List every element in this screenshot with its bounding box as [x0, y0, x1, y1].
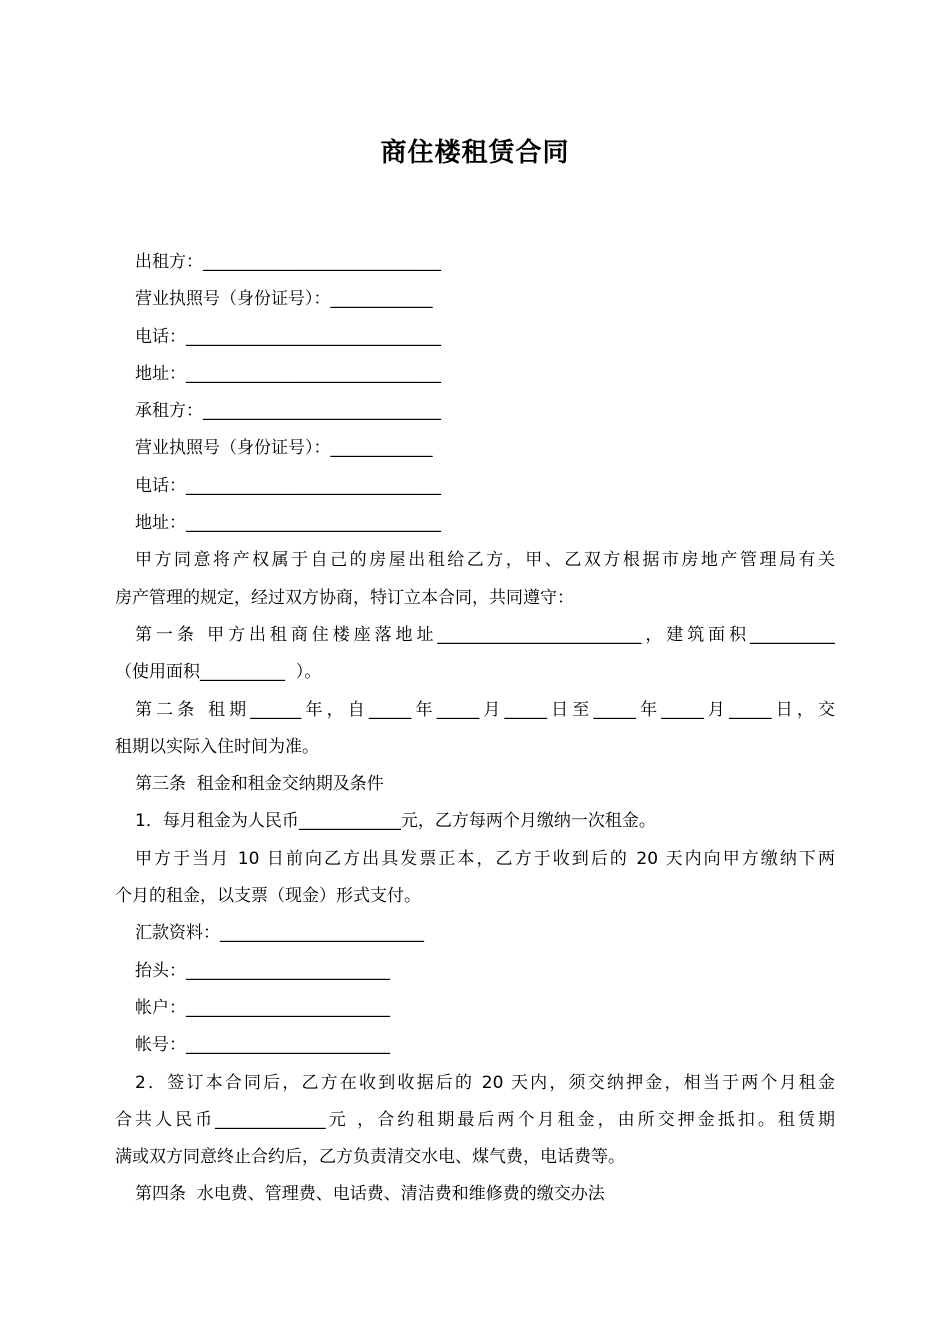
article-3-invoice-line-1: 甲方于当月 10 日前向乙方出具发票正本，乙方于收到后的 20 天内向甲方缴纳下两 — [135, 848, 835, 869]
article-3-item-1: 1．每月租金为人民币____________元，乙方每两个月缴纳一次租金。 — [135, 811, 656, 832]
lessee-license-field: 营业执照号（身份证号）：____________ — [135, 438, 433, 459]
lessee-address-field: 地址：______________________________ — [135, 513, 441, 534]
article-3-heading: 第三条 租金和租金交纳期及条件 — [135, 774, 384, 795]
lessee-phone-field: 电话：______________________________ — [135, 475, 441, 496]
preamble-line-1: 甲方同意将产权属于自己的房屋出租给乙方，甲、乙双方根据市房地产管理局有关 — [135, 550, 835, 571]
lessee-field: 承租方：____________________________ — [135, 401, 441, 422]
payee-title-field: 抬头：________________________ — [135, 960, 390, 981]
article-3-item-2-line-3: 满或双方同意终止合约后，乙方负责清交水电、煤气费，电话费等。 — [115, 1147, 625, 1168]
article-1-line-2: （使用面积__________ ）。 — [115, 662, 322, 683]
document-title: 商住楼租赁合同 — [380, 138, 570, 168]
remittance-info-field: 汇款资料：________________________ — [135, 923, 424, 944]
article-4-heading: 第四条 水电费、管理费、电话费、清洁费和维修费的缴交办法 — [135, 1184, 605, 1205]
article-1-line-1: 第一条 甲方出租商住楼座落地址________________________，建筑面积__________ — [135, 624, 835, 645]
lessor-field: 出租方：____________________________ — [135, 252, 441, 272]
article-3-item-2-line-2: 合共人民币_____________元 ，合约租期最后两个月租金，由所交押金抵扣。租赁期 — [115, 1109, 835, 1130]
lessor-phone-field: 电话：______________________________ — [135, 326, 441, 347]
account-name-field: 帐户：________________________ — [135, 997, 390, 1018]
article-2-line-2: 租期以实际入住时间为准。 — [115, 736, 319, 757]
lessor-license-field: 营业执照号（身份证号）：____________ — [135, 289, 433, 310]
document-body — [115, 244, 835, 1214]
article-3-item-2-line-1: 2．签订本合同后，乙方在收到收据后的 20 天内，须交纳押金，相当于两个月租金 — [135, 1072, 835, 1093]
preamble-line-2: 房产管理的规定，经过双方协商，特订立本合同，共同遵守： — [115, 587, 574, 608]
article-2-line-1: 第二条 租期______年，自_____年_____月_____日至_____年_____月_____日，交 — [135, 699, 835, 720]
account-number-field: 帐号：________________________ — [135, 1035, 390, 1056]
lessor-address-field: 地址：______________________________ — [135, 363, 441, 384]
article-3-invoice-line-2: 个月的租金，以支票（现金）形式支付。 — [115, 886, 421, 907]
